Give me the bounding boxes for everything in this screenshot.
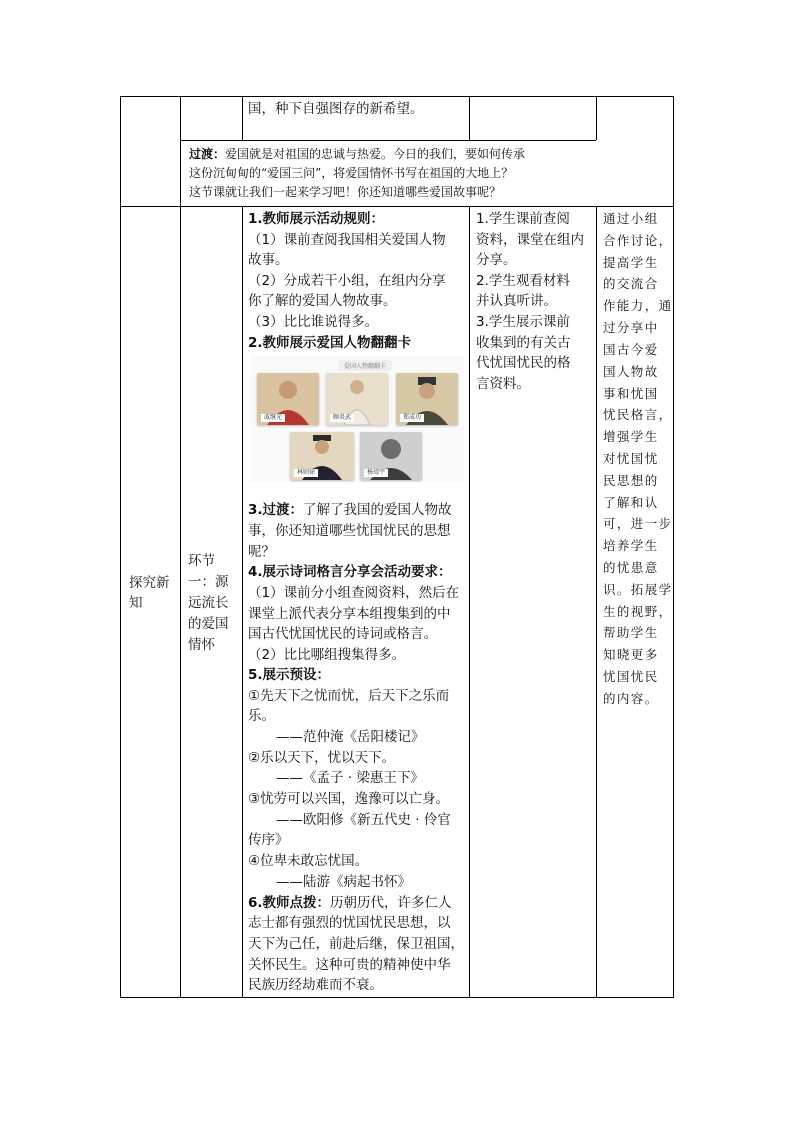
intent-line: 的内容。 [603, 691, 659, 706]
portrait-caption: 郑成功 [400, 414, 424, 422]
transition-line-3: 这节课就让我们一起来学习吧！你还知道哪些爱国故事呢？ [189, 185, 502, 199]
transition-label: 过渡： [189, 147, 226, 161]
quote-source: ——范仲淹《岳阳楼记》 [276, 729, 425, 745]
portrait-caption: 杨靖宇 [364, 469, 388, 477]
intent-line: 忧国忧民 [603, 669, 659, 684]
requirement-line: （1）课前分小组查阅资料，然后在 [248, 585, 460, 601]
intent-line: 的忧患意 [603, 560, 659, 575]
student-line: 资料，课堂在组内 [476, 232, 584, 248]
transition-paragraph-line: 呢？ [248, 544, 275, 560]
link-label-5: 情怀 [188, 637, 215, 653]
intent-line: 国古今爱 [603, 342, 659, 357]
comment-line-1: 6.教师点拨：历朝历代，许多仁人 [248, 895, 452, 911]
stage-label-1: 探究新 [129, 575, 170, 591]
intent-line: 增强学生 [603, 429, 659, 444]
transition-line-2: 这份沉甸甸的“爱国三问”，将爱国情怀书写在祖国的大地上？ [189, 166, 514, 180]
intent-line: 可，进一步 [603, 516, 673, 531]
border-bottom [120, 997, 674, 998]
intent-line: 事和忧国 [603, 386, 659, 401]
student-line: 分享。 [476, 252, 517, 268]
intent-line: 国人物故 [603, 364, 659, 379]
intent-line: 培养学生 [603, 538, 659, 553]
requirement-line: （2）比比哪组搜集得多。 [248, 647, 406, 663]
comment-line: 天下为己任，前赴后继，保卫祖国， [248, 936, 464, 952]
student-line: 收集到的有关古 [476, 335, 571, 351]
student-line: 3.学生展示课前 [476, 314, 570, 330]
border-col3 [469, 206, 470, 998]
link-label-4: 的爱国 [188, 616, 229, 632]
border-col3-top [469, 96, 470, 140]
quote-line: 乐。 [248, 708, 275, 724]
border-row1 [180, 140, 596, 141]
quote-line: ①先天下之忧而忧，后天下之乐而 [248, 688, 450, 704]
teacher-heading-1: 1.教师展示活动规则： [248, 211, 385, 227]
continued-text: 国，种下自强图存的新希望。 [248, 101, 424, 117]
teacher-heading-4: 4.展示诗词格言分享会活动要求： [248, 564, 452, 580]
portrait-card [360, 432, 422, 480]
border-left [120, 96, 121, 998]
border-col2 [242, 206, 243, 998]
quote-line: ②乐以天下，忧以天下。 [248, 750, 396, 766]
quote-source: ——欧阳修《新五代史 · 伶官 [276, 812, 451, 828]
border-top [120, 96, 674, 97]
link-label-2: 一：源 [188, 574, 229, 590]
rule-line: （3）比比谁说得多。 [248, 314, 379, 330]
quote-source: 传序》 [248, 832, 289, 848]
link-label-3: 远流长 [188, 595, 229, 611]
rule-line: 故事。 [248, 252, 289, 268]
intent-line: 忧民格言， [603, 407, 673, 422]
rule-line: （2）分成若干小组，在组内分享 [248, 273, 446, 289]
quote-line: ④位卑未敢忘忧国。 [248, 853, 369, 869]
teacher-heading-2: 2.教师展示爱国人物翻翻卡 [248, 335, 412, 351]
intent-line: 对忧国忧 [603, 451, 659, 466]
teacher-heading-5: 5.展示预设： [248, 667, 331, 683]
intent-line: 民思想的 [603, 473, 659, 488]
student-line: 1.学生课前查阅 [476, 211, 570, 227]
intent-line: 合作讨论， [603, 233, 673, 248]
intent-line: 生的视野， [603, 604, 673, 619]
student-line: 并认真听讲。 [476, 293, 557, 309]
intent-line: 帮助学生 [603, 625, 659, 640]
portrait-caption: 戚继光 [261, 414, 285, 422]
border-row2 [120, 206, 674, 207]
intent-line: 通过小组 [603, 211, 659, 226]
requirement-line: 课堂上派代表分享本组搜集到的中 [248, 606, 451, 622]
intent-line: 识。拓展学 [603, 582, 673, 597]
intent-line: 的交流合 [603, 276, 659, 291]
intent-line: 过分享中 [603, 320, 659, 335]
border-col4-top [596, 96, 597, 140]
flip-card-panel [250, 356, 464, 482]
comment-line: 民族历经劫难而不衰。 [248, 977, 383, 993]
rule-line: 你了解的爱国人物故事。 [248, 293, 397, 309]
requirement-line: 国古代忧国忧民的诗词或格言。 [248, 626, 437, 642]
quote-source: ——《孟子 · 梁惠王下》 [276, 770, 424, 786]
border-right [673, 96, 674, 998]
quote-line: ③忧劳可以兴国，逸豫可以亡身。 [248, 791, 450, 807]
portrait-caption: 林则徐 [294, 469, 318, 477]
comment-line: 志士都有强烈的忧国忧民思想，以 [248, 915, 451, 931]
portrait-card [326, 373, 388, 425]
portrait-card [290, 432, 354, 480]
rule-line: （1）课前查阅我国相关爱国人物 [248, 232, 446, 248]
flip-card-banner: 爱国人物翻翻卡 [338, 360, 392, 371]
portrait-card [396, 373, 458, 425]
comment-line: 关怀民生。这种可贵的精神使中华 [248, 957, 451, 973]
student-line: 代忧国忧民的格 [476, 355, 571, 371]
intent-line: 知晓更多 [603, 647, 659, 662]
intent-line: 了解和认 [603, 495, 659, 510]
transition-paragraph-line: 事，你还知道哪些忧国忧民的思想 [248, 523, 451, 539]
intent-line: 作能力，通 [603, 298, 673, 313]
intent-line: 提高学生 [603, 255, 659, 270]
stage-label-2: 知 [129, 595, 143, 611]
portrait-caption: 顾炎武 [330, 414, 354, 422]
student-line: 2.学生观看材料 [476, 273, 570, 289]
quote-source: ——陆游《病起书怀》 [276, 874, 411, 890]
border-col2-top [242, 96, 243, 140]
transition-paragraph-line-1: 3.过渡：了解了我国的爱国人物故 [248, 502, 452, 518]
link-label-1: 环节 [188, 553, 215, 569]
portrait-card [257, 373, 319, 425]
border-col4 [596, 206, 597, 998]
transition-line-1: 过渡：爱国就是对祖国的忠诚与热爱。今日的我们，要如何传承 [189, 147, 526, 161]
border-col1 [180, 96, 181, 998]
student-line: 言资料。 [476, 376, 530, 392]
